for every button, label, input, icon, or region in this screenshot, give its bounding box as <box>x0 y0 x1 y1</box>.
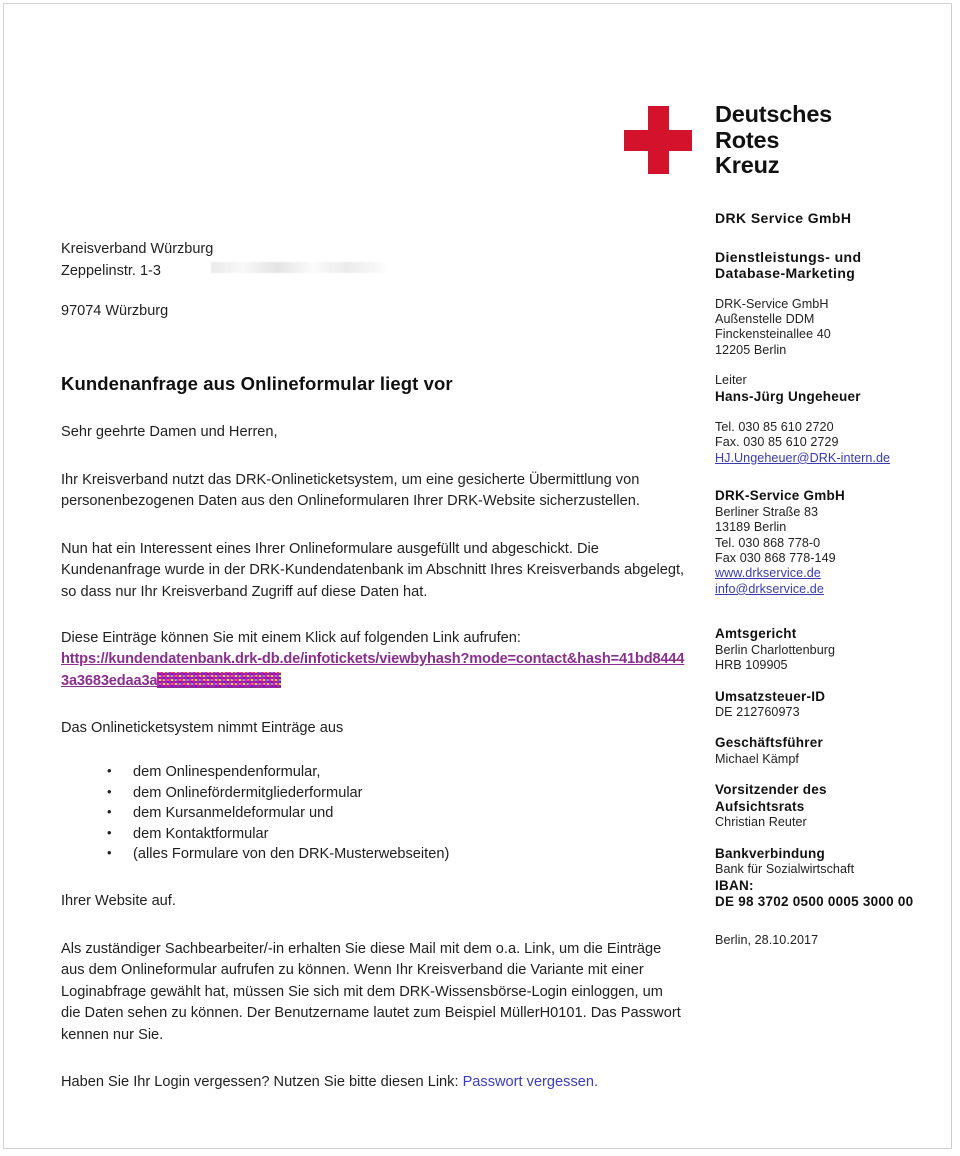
bank-block <box>715 846 947 911</box>
court-register-number: HRB 109905 <box>715 658 788 673</box>
recipient-line-3: 97074 Würzburg <box>61 303 169 319</box>
office-street: Finckensteinallee 40 <box>715 327 831 342</box>
office-address-block <box>715 297 947 359</box>
list-item: • dem Onlinefördermitgliederformular <box>133 783 686 804</box>
place-date-block <box>715 933 947 948</box>
office-city: 12205 Berlin <box>715 342 787 357</box>
letterhead-sidebar <box>715 100 947 963</box>
department-line-2: Database-Marketing <box>715 265 856 281</box>
supervisory-board-label-2: Aufsichtsrats <box>715 798 805 814</box>
iban-label: IBAN: <box>715 877 754 893</box>
recipient-line-2: Zeppelinstr. 1-3 <box>61 263 161 279</box>
iban-value: DE 98 3702 0500 0005 3000 00 <box>715 894 914 910</box>
supervisory-board-value: Christian Reuter <box>715 815 807 830</box>
list-item: • dem Kursanmeldeformular und <box>133 803 686 824</box>
court-block <box>715 626 947 673</box>
department-block <box>715 249 947 282</box>
list-item: • dem Onlinespendenformular, <box>133 762 686 783</box>
salutation: Sehr geehrte Damen und Herren, <box>61 424 278 440</box>
red-cross-icon <box>624 106 692 174</box>
logo-line-3: Kreuz <box>715 152 780 178</box>
company-heading: DRK Service GmbH <box>715 210 852 226</box>
hq-tel: Tel. 030 868 778-0 <box>715 535 821 550</box>
contact-person-block <box>715 373 947 405</box>
supervisory-board-block <box>715 782 947 830</box>
ticket-link-line <box>61 649 686 692</box>
hq-street: Berliner Straße 83 <box>715 504 819 519</box>
recipient-address <box>61 238 686 322</box>
drk-logo <box>715 100 947 196</box>
contact-person-name: Hans-Jürg Ungeheuer <box>715 388 861 404</box>
hq-email-link[interactable]: info@drkservice.de <box>715 581 824 596</box>
hq-name: DRK-Service GmbH <box>715 488 846 504</box>
department-line-1: Dienstleistungs- und <box>715 248 862 265</box>
ticket-url-link[interactable]: https://kundendatenbank.drk-db.de/infotickets/viewbyhash?mode=contact&hash=41bd84443a3683edaa3a <box>61 651 685 689</box>
paragraph-request-stored: Nun hat ein Interessent eines Ihrer Onlineformulare ausgefüllt und abgeschickt. Die Kundenanfrage wurde in der DRK-Kundendatenbank im Abschnitt Ihres Kreisverbands abgelegt, so dass nur Ihr Kreisverband Zugriff auf diese Daten hat. <box>61 540 685 600</box>
forms-list-outro: Ihrer Website auf. <box>61 892 176 909</box>
contact-email-link[interactable]: HJ.Ungeheuer@DRK-intern.de <box>715 450 891 465</box>
list-item: • (alles Formulare von den DRK-Musterwebseiten) <box>133 844 686 865</box>
office-branch: Außenstelle DDM <box>715 311 815 326</box>
bank-label: Bankverbindung <box>715 845 826 861</box>
contact-fax: Fax. 030 85 610 2729 <box>715 435 839 450</box>
letter-body <box>61 238 686 1094</box>
bank-name: Bank für Sozialwirtschaft <box>715 862 855 877</box>
court-label: Amtsgericht <box>715 626 797 642</box>
supervisory-board-label-1: Vorsitzender des <box>715 782 827 798</box>
hq-website-link[interactable]: www.drkservice.de <box>715 566 821 581</box>
forgot-password-text: Haben Sie Ihr Login vergessen? Nutzen Sie bitte diesen Link: <box>61 1074 463 1091</box>
managing-director-label: Geschäftsführer <box>715 735 824 751</box>
paragraph-intro: Ihr Kreisverband nutzt das DRK-Onlineticketsystem, um eine gesicherte Übermittlung von personenbezogenen Daten aus den Onlineformularen Ihrer DRK-Website sicherzustellen. <box>61 471 640 510</box>
place-and-date: Berlin, 28.10.2017 <box>715 932 819 947</box>
managing-director-value: Michael Kämpf <box>715 751 799 766</box>
vat-label: Umsatzsteuer-ID <box>715 688 826 704</box>
contact-details-block <box>715 420 947 466</box>
managing-director-block <box>715 735 947 767</box>
headquarters-block <box>715 488 947 597</box>
redacted-hash-block <box>157 672 281 688</box>
letter-page <box>3 3 952 1149</box>
forms-list <box>61 762 686 865</box>
logo-line-1: Deutsches <box>715 101 833 127</box>
contact-tel: Tel. 030 85 610 2720 <box>715 420 834 435</box>
vat-value: DE 212760973 <box>715 705 800 719</box>
forgot-password-link[interactable]: Passwort vergessen. <box>462 1074 599 1091</box>
court-city: Berlin Charlottenburg <box>715 642 836 657</box>
hq-city: 13189 Berlin <box>715 520 787 535</box>
logo-line-2: Rotes <box>715 126 780 153</box>
contact-person-role: Leiter <box>715 373 747 388</box>
office-name: DRK-Service GmbH <box>715 296 829 311</box>
forms-list-intro: Das Onlineticketsystem nimmt Einträge aus <box>61 720 344 737</box>
link-intro: Diese Einträge können Sie mit einem Klick auf folgenden Link aufrufen: <box>61 629 521 646</box>
paragraph-login-info: Als zuständiger Sachbearbeiter/-in erhalten Sie diese Mail mit dem o.a. Link, um die Einträge aus dem Onlineformular aufrufen zu können. Wenn Ihr Kreisverband die Variante mit einer Loginabfrage gewählt hat, müssen Sie sich mit dem DRK-Wissensbörse-Login einloggen, um die Daten sehen zu können. Der Benutzername lautet zum Beispiel MüllerH0101. Das Passwort kennen nur Sie. <box>61 940 681 1043</box>
redaction-smudge <box>211 262 386 273</box>
list-item: • dem Kontaktformular <box>133 824 686 845</box>
paragraph-forgot-password <box>61 1072 686 1094</box>
vat-block <box>715 689 947 721</box>
hq-fax: Fax 030 868 778-149 <box>715 550 836 565</box>
company-heading-block <box>715 210 947 227</box>
letter-subject: Kundenanfrage aus Onlineformular liegt vor <box>61 373 453 394</box>
recipient-line-1: Kreisverband Würzburg <box>61 241 214 257</box>
logo-wordmark <box>715 100 947 179</box>
